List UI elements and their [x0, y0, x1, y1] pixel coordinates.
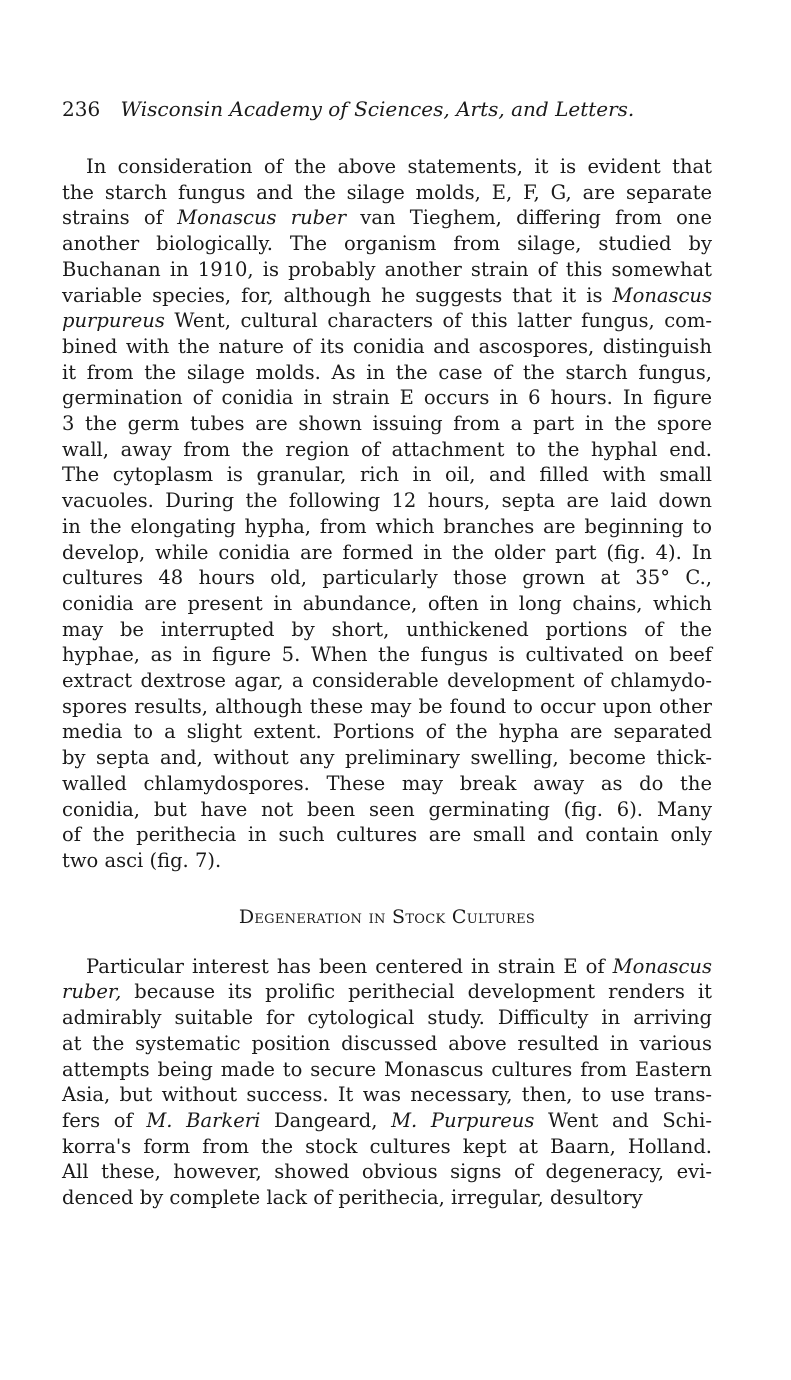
text-line: may be interrupted by short, unthickened portions of the	[62, 617, 712, 641]
text-line	[62, 979, 712, 1005]
italic-term: M. Purpureus	[391, 1108, 535, 1132]
text-line: Asia, but without success. It was necessary, then, to use trans-	[62, 1083, 712, 1107]
text-line	[62, 954, 712, 980]
text-segment: Particular interest has been centered in strain E of	[86, 954, 613, 978]
italic-term: ruber,	[62, 980, 122, 1004]
text-line: admirably suitable for cytological study. Difficulty in arriving	[62, 1006, 712, 1030]
journal-title: Wisconsin Academy of Sciences, Arts, and Letters.	[120, 97, 635, 121]
text-line: the starch fungus and the silage molds, E, F, G, are separate	[62, 180, 712, 204]
text-line: vacuoles. During the following 12 hours, septa are laid down	[62, 489, 712, 513]
text-line: of the perithecia in such cultures are small and contain only	[62, 823, 712, 847]
text-line: korra's form from the stock cultures kept at Baarn, Holland.	[62, 1134, 712, 1158]
text-segment: Went, cultural characters of this latter fungus, com-	[164, 309, 712, 333]
italic-term: Monascus ruber	[177, 206, 347, 230]
text-line: bined with the nature of its conidia and ascospores, distinguish	[62, 334, 712, 358]
text-segment: van Tieghem, differing from one	[346, 206, 712, 230]
paragraph-1	[62, 154, 712, 874]
text-line: in the elongating hypha, from which branches are beginning to	[62, 514, 712, 538]
text-segment: strains of	[62, 206, 178, 230]
text-segment: variable species, for, although he suggests that it is	[62, 283, 613, 307]
text-line: hyphae, as in figure 5. When the fungus is cultivated on beef	[62, 643, 712, 667]
text-line	[62, 1108, 712, 1134]
text-line: All these, however, showed obvious signs of degeneracy, evi-	[62, 1160, 712, 1184]
text-line: conidia are present in abundance, often in long chains, which	[62, 591, 712, 615]
running-head	[62, 96, 712, 122]
book-page	[62, 96, 712, 1211]
italic-term: purpureus	[62, 309, 165, 333]
text-line: by septa and, without any preliminary swelling, become thick-	[62, 746, 712, 770]
text-line: spores results, although these may be found to occur upon other	[62, 694, 712, 718]
text-line	[62, 308, 712, 334]
text-line: wall, away from the region of attachment to the hyphal end.	[62, 437, 712, 461]
text-line: extract dextrose agar, a considerable development of chlamydo-	[62, 669, 712, 693]
text-line: 3 the germ tubes are shown issuing from a part in the spore	[62, 412, 712, 436]
paragraph-2	[62, 954, 712, 1211]
page-number: 236	[62, 97, 101, 121]
text-line: germination of conidia in strain E occurs in 6 hours. In figure	[62, 386, 712, 410]
text-line: media to a slight extent. Portions of the hypha are separated	[62, 720, 712, 744]
text-line: it from the silage molds. As in the case of the starch fungus,	[62, 360, 712, 384]
text-line: at the systematic position discussed above resulted in various	[62, 1031, 712, 1055]
italic-term: M. Barkeri	[146, 1108, 261, 1132]
text-line: In consideration of the above statements, it is evident that	[86, 155, 712, 178]
section-heading: Degeneration in Stock Cultures	[238, 905, 536, 928]
text-line: two asci (fig. 7).	[62, 848, 222, 872]
text-line: conidia, but have not been seen germinating (fig. 6). Many	[62, 797, 712, 821]
text-line	[62, 205, 712, 231]
text-line: another biologically. The organism from silage, studied by	[62, 232, 712, 256]
text-line: attempts being made to secure Monascus cultures from Eastern	[62, 1057, 712, 1081]
text-line: walled chlamydospores. These may break away as do the	[62, 771, 712, 795]
text-line: The cytoplasm is granular, rich in oil, and filled with small	[62, 463, 712, 487]
text-segment: Dangeard,	[260, 1108, 392, 1132]
text-line: denced by complete lack of perithecia, irregular, desultory	[62, 1186, 643, 1210]
text-segment: fers of	[62, 1108, 147, 1132]
text-segment: because its prolific perithecial development renders it	[121, 980, 712, 1004]
text-line: Buchanan in 1910, is probably another strain of this somewhat	[62, 257, 712, 281]
text-line	[62, 283, 712, 309]
text-line: cultures 48 hours old, particularly those grown at 35° C.,	[62, 566, 712, 590]
text-segment: Went and Schi-	[534, 1108, 712, 1132]
italic-term: Monascus	[612, 283, 712, 307]
italic-term: Monascus	[612, 954, 712, 978]
text-line: develop, while conidia are formed in the older part (fig. 4). In	[62, 540, 712, 564]
